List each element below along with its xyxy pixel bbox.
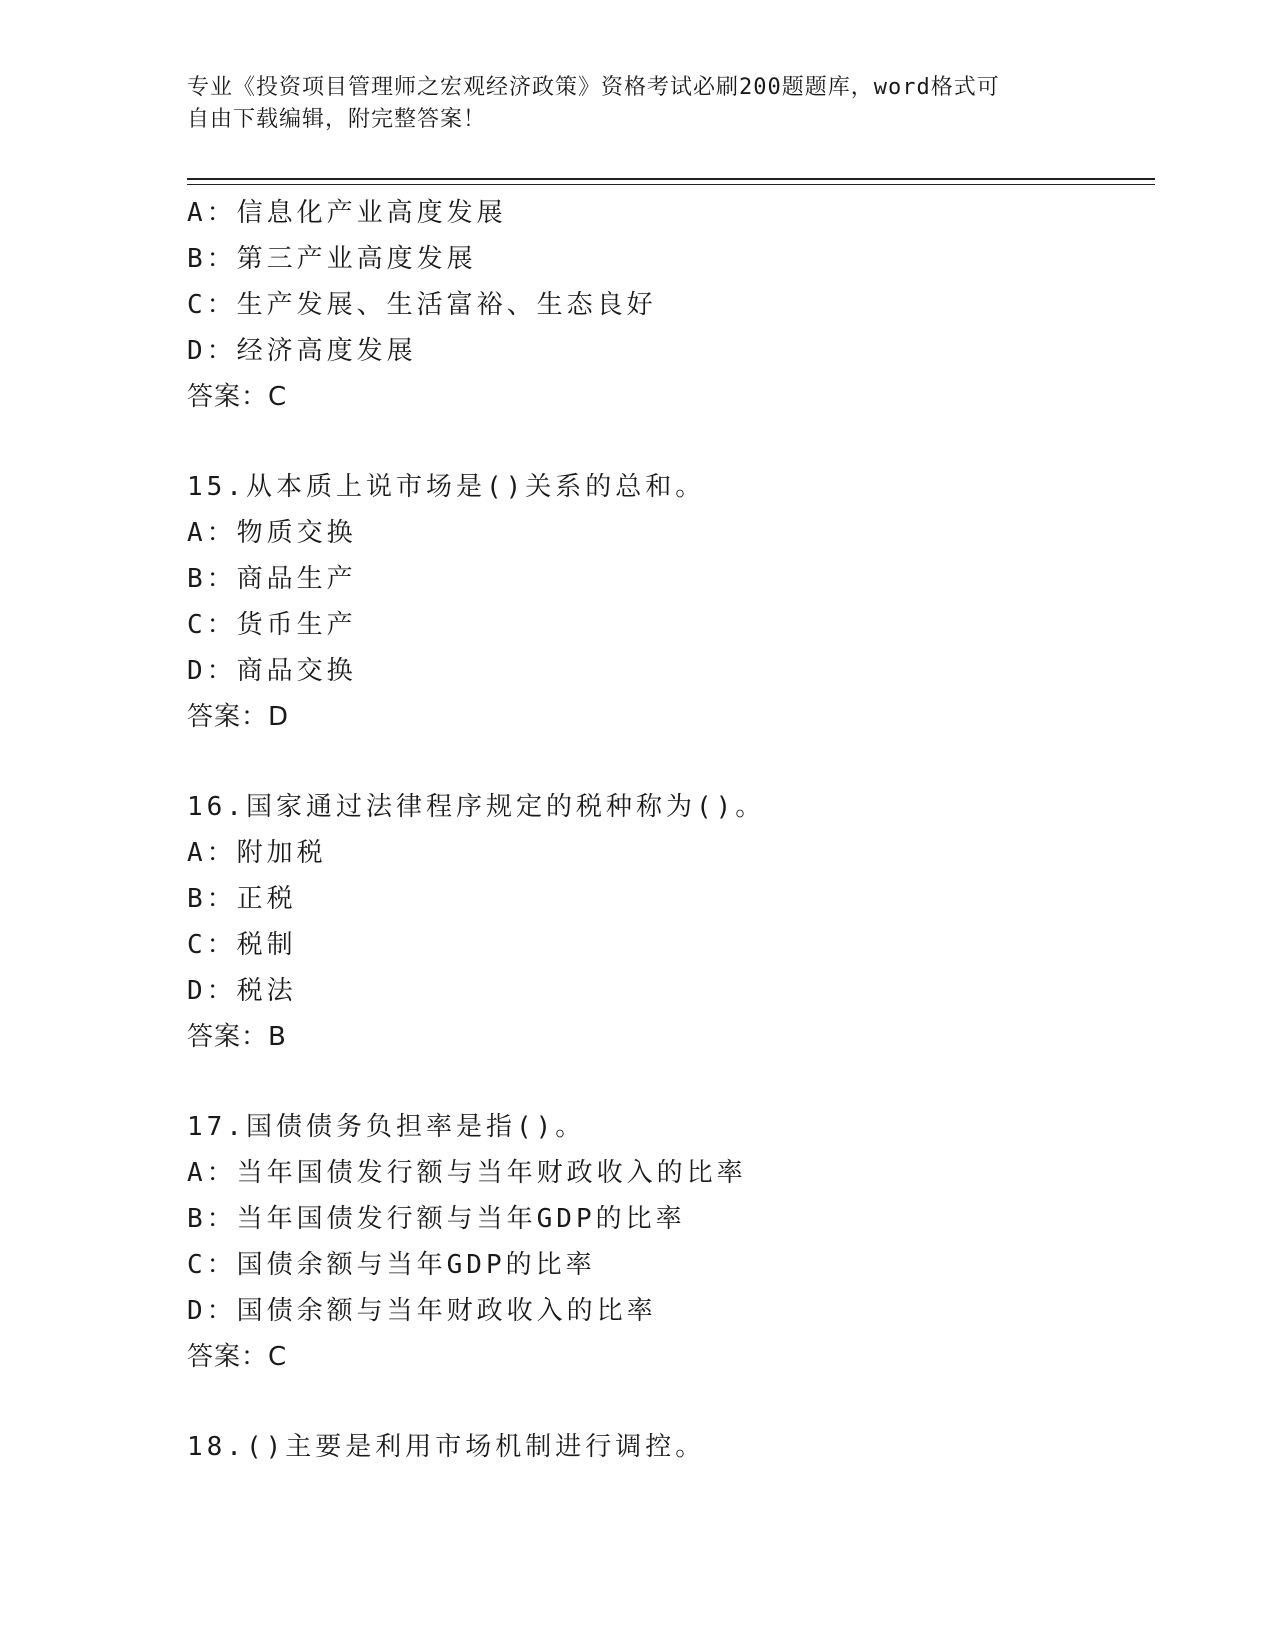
option-d: D：经济高度发展: [187, 336, 417, 366]
header-line-2: 自由下载编辑，附完整答案！: [187, 107, 487, 132]
document-header: [187, 72, 1067, 136]
option-a: A：当年国债发行额与当年财政收入的比率: [187, 1158, 747, 1188]
question-16: [187, 784, 1147, 1060]
option-b: B：当年国债发行额与当年GDP的比率: [187, 1204, 686, 1234]
option-d: D：国债余额与当年财政收入的比率: [187, 1296, 657, 1326]
question-15: [187, 464, 1147, 740]
spacer: [187, 420, 1147, 464]
answer-line: 答案：C: [187, 1342, 288, 1372]
question-18: [187, 1424, 1147, 1470]
answer-line: 答案：D: [187, 702, 290, 732]
header-line-1: 专业《投资项目管理师之宏观经济政策》资格考试必刷200题题库，word格式可: [187, 75, 1000, 100]
answer-line: 答案：B: [187, 1022, 287, 1052]
option-c: C：税制: [187, 930, 297, 960]
option-c: C：货币生产: [187, 610, 357, 640]
option-d: D：税法: [187, 976, 297, 1006]
option-d: D：商品交换: [187, 656, 357, 686]
question-list: [187, 190, 1147, 1470]
question-stem: 18.()主要是利用市场机制进行调控。: [187, 1432, 706, 1462]
spacer: [187, 1380, 1147, 1424]
header-divider-thin: [187, 184, 1155, 185]
question-stem: 15.从本质上说市场是()关系的总和。: [187, 472, 706, 502]
question-14-continued: [187, 190, 1147, 420]
option-a: A：物质交换: [187, 518, 357, 548]
option-c: C：国债余额与当年GDP的比率: [187, 1250, 596, 1280]
question-stem: 17.国债债务负担率是指()。: [187, 1112, 586, 1142]
spacer: [187, 1060, 1147, 1104]
option-a: A：信息化产业高度发展: [187, 198, 507, 228]
question-17: [187, 1104, 1147, 1380]
answer-line: 答案：C: [187, 382, 288, 412]
question-stem: 16.国家通过法律程序规定的税种称为()。: [187, 792, 766, 822]
option-c: C：生产发展、生活富裕、生态良好: [187, 290, 657, 320]
spacer: [187, 740, 1147, 784]
option-a: A：附加税: [187, 838, 327, 868]
option-b: B：商品生产: [187, 564, 357, 594]
option-b: B：第三产业高度发展: [187, 244, 477, 274]
option-b: B：正税: [187, 884, 297, 914]
header-divider-thick: [187, 178, 1155, 180]
